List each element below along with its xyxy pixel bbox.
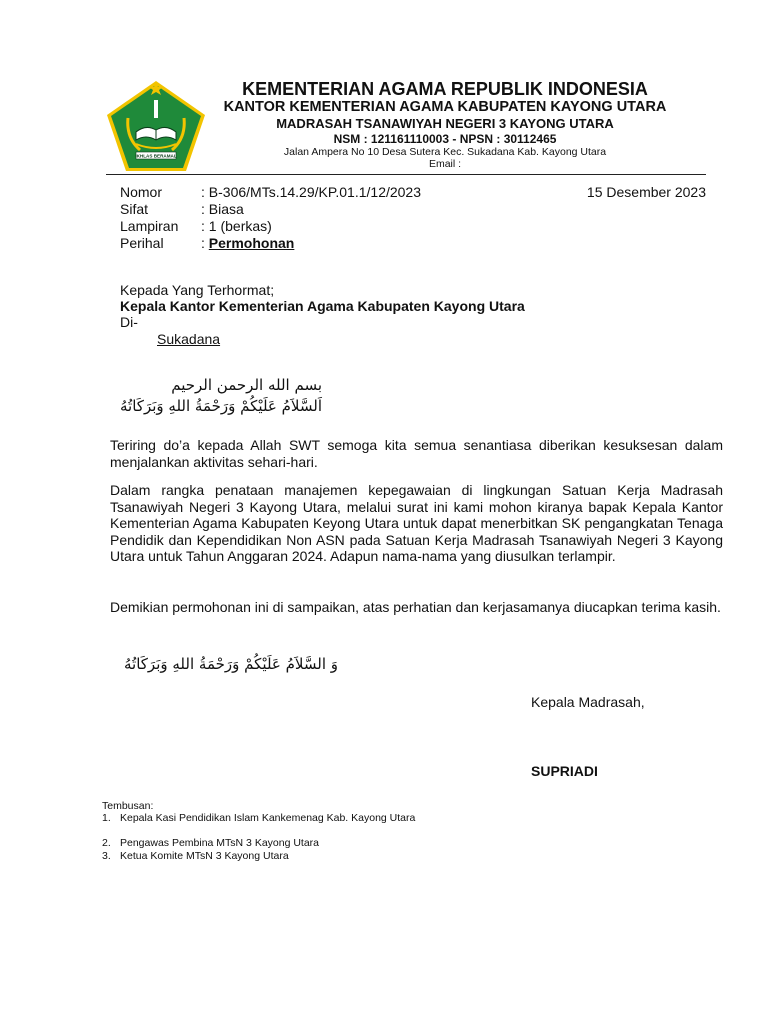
basmalah: بسم الله الرحمن الرحيم [171, 376, 322, 394]
letterhead-divider [106, 174, 706, 175]
tembusan-item-number: 3. [102, 850, 111, 862]
school-title: MADRASAH TSANAWIYAH NEGERI 3 KAYONG UTARA [276, 116, 614, 131]
tembusan-item [102, 837, 432, 850]
school-email: Email : [428, 158, 462, 170]
tembusan-item [102, 850, 432, 863]
recipient-name: Kepala Kantor Kementerian Agama Kabupaten Kayong Utara [120, 298, 525, 314]
nomor-label: Nomor [120, 184, 163, 200]
tembusan-label: Tembusan: [102, 800, 154, 812]
opening-salam: اَلسَّلاَمُ عَلَيْكُمْ وَرَحْمَةُ اللهِ وَبَرَكَاتُهُ [120, 397, 322, 415]
perihal-colon: : [201, 235, 209, 251]
perihal-label: Perihal [120, 235, 164, 251]
perihal-field [201, 235, 294, 252]
lampiran-label: Lampiran [120, 218, 179, 234]
tembusan-item-number: 1. [102, 812, 111, 824]
nomor-value: : B-306/MTs.14.29/KP.01.1/12/2023 [201, 184, 422, 200]
perihal-value: Permohonan [208, 235, 295, 251]
signature-title: Kepala Madrasah, [531, 694, 645, 710]
lampiran-value: : 1 (berkas) [201, 218, 272, 234]
tembusan-item-text: Kepala Kasi Pendidikan Islam Kankemenag Kab. Kayong Utara [120, 812, 416, 824]
school-ids: NSM : 121161110003 - NPSN : 30112465 [333, 132, 557, 146]
ministry-title: KEMENTERIAN AGAMA REPUBLIK INDONESIA [242, 79, 648, 99]
letter-date: 15 Desember 2023 [586, 184, 706, 200]
sifat-label: Sifat [120, 201, 149, 217]
npsn-text: NPSN : 30112465 [459, 132, 557, 146]
recipient-place: Sukadana [157, 331, 221, 347]
tembusan-item-number: 2. [102, 837, 111, 849]
tembusan-item [102, 812, 432, 825]
kemenag-logo [106, 80, 206, 172]
signature-name: SUPRIADI [531, 763, 598, 779]
paragraph-2: Dalam rangka penataan manajemen kepegawaian di lingkungan Satuan Kerja Madrasah Tsanawiyah Negeri 3 Kayong Utara, melalui surat ini kami mohon kiranya bapak Kepala Kantor Kementerian Agama Kabupaten Keyong Utara untuk dapat menerbitkan SK pengangkatan Tenaga Pendidik dan Kependidikan Non ASN pada Satuan Kerja Madrasah Tsanawiyah Negeri 3 Kayong Utara untuk Tahun Anggaran 2024. Adapun nama-nama yang diusulkan terlampir. [110, 482, 723, 564]
sifat-value: : Biasa [201, 201, 244, 217]
closing-salam: وَ السَّلاَمُ عَلَيْكُمْ وَرَحْمَةُ اللهِ وَبَرَكَاتُهُ [124, 655, 338, 673]
school-address: Jalan Ampera No 10 Desa Sutera Kec. Sukadana Kab. Kayong Utara [283, 146, 607, 158]
logo-motto-text: IKHLAS BERAMAL [135, 153, 177, 159]
paragraph-3: Demikian permohonan ini di sampaikan, atas perhatian dan kerjasamanya diucapkan terima kasih. [110, 599, 721, 615]
recipient-di: Di- [120, 314, 138, 330]
nsm-text: NSM : 121161110003 [333, 132, 450, 146]
office-title: KANTOR KEMENTERIAN AGAMA KABUPATEN KAYONG UTARA [223, 99, 667, 115]
tembusan-item-text: Pengawas Pembina MTsN 3 Kayong Utara [120, 837, 320, 849]
paragraph-1: Teriring do’a kepada Allah SWT semoga kita semua senantiasa diberikan kesuksesan dalam menjalankan aktivitas sehari-hari. [110, 437, 723, 470]
recipient-greeting: Kepada Yang Terhormat; [120, 282, 275, 298]
tembusan-item-text: Ketua Komite MTsN 3 Kayong Utara [120, 850, 289, 862]
